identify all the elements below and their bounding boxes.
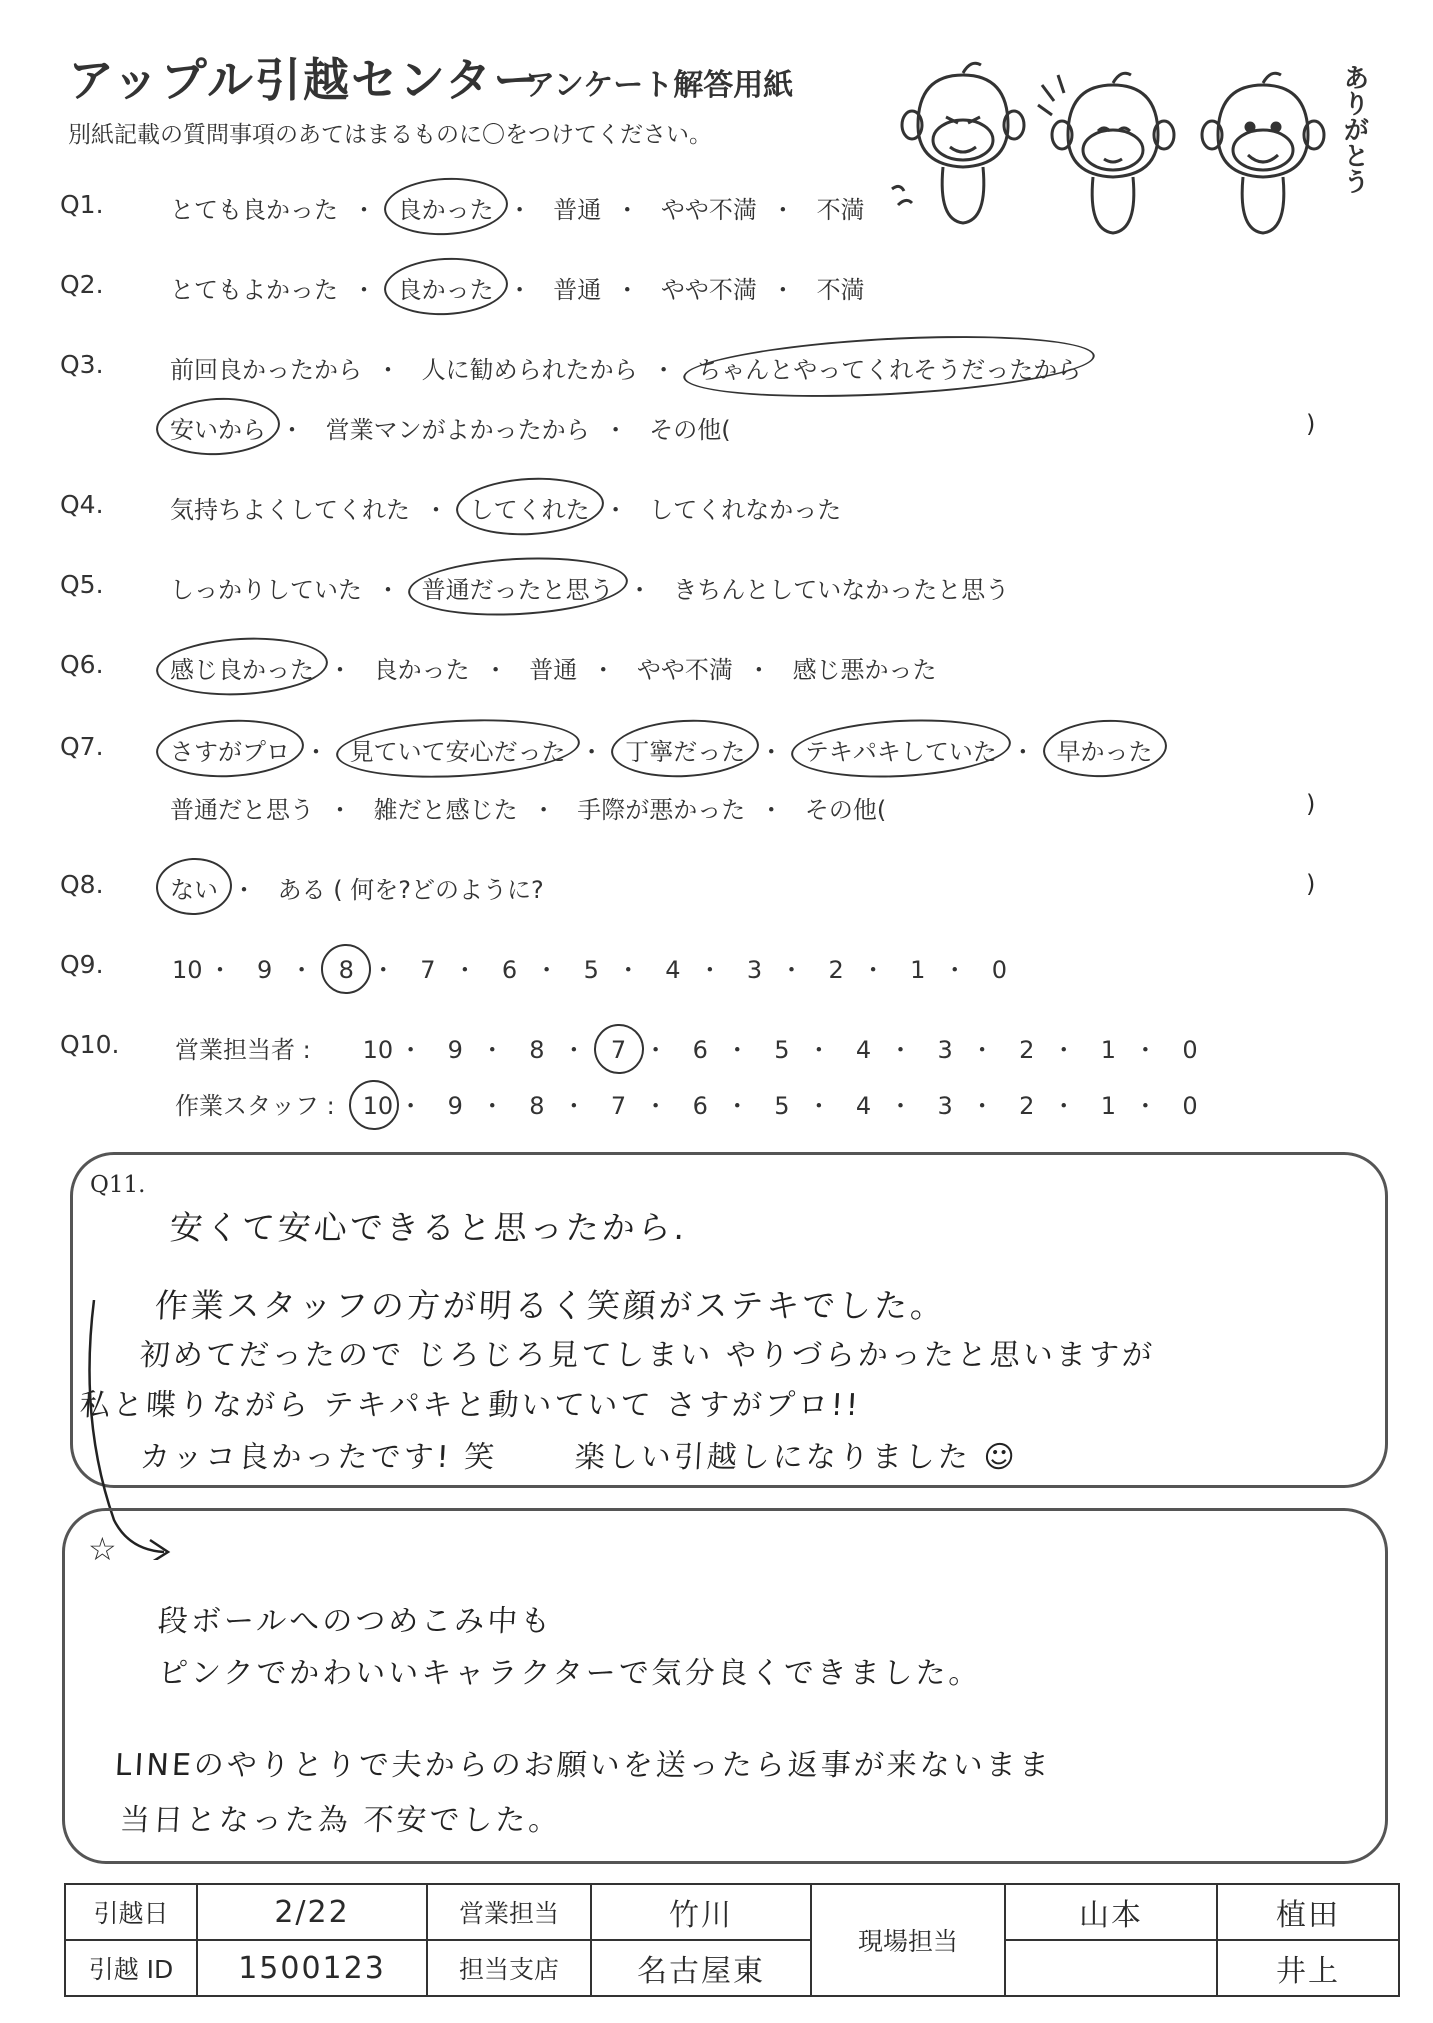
- q9-score[interactable]: 4: [665, 956, 681, 984]
- q7-option-selected[interactable]: さすがプロ: [170, 732, 290, 767]
- q3-options-row2: 安いから ・ 営業マンがよかったから ・ その他(: [170, 410, 731, 445]
- site-staff-value-empty[interactable]: [1005, 1940, 1217, 1996]
- q10-sales-label: 営業担当者 :: [175, 1036, 311, 1064]
- q1-option-selected[interactable]: 良かった: [398, 190, 494, 225]
- q10-sales-score[interactable]: 8: [529, 1036, 545, 1064]
- q10-sales-score[interactable]: 2: [1019, 1036, 1035, 1064]
- q4-label: Q4.: [60, 490, 104, 519]
- q2-option[interactable]: 不満: [816, 276, 865, 304]
- q1-option[interactable]: やや不満: [660, 196, 757, 224]
- sales-rep-label: 営業担当: [427, 1884, 591, 1940]
- q10-staff-score[interactable]: 7: [610, 1092, 627, 1120]
- q4-options: 気持ちよくしてくれた ・ してくれた ・ してくれなかった: [170, 490, 841, 525]
- q10-sales-score[interactable]: 3: [937, 1036, 953, 1064]
- monkey-mascots-illustration: [888, 55, 1358, 235]
- q3-option-other[interactable]: その他(: [649, 416, 731, 444]
- q10-sales-score[interactable]: 10: [362, 1036, 394, 1064]
- q3-label: Q3.: [60, 350, 104, 379]
- additional-comment-line: 当日となった為 不安でした。: [118, 1803, 563, 1838]
- q9-label: Q9.: [60, 950, 104, 979]
- q1-option[interactable]: とても良かった: [170, 196, 338, 224]
- q7-option[interactable]: 雑だと感じた: [373, 796, 518, 824]
- q2-option-selected[interactable]: 良かった: [398, 270, 494, 305]
- q10-staff-score[interactable]: 6: [692, 1092, 708, 1120]
- q10-sales-scale: 営業担当者 : 10 ・ 9 ・ 8 ・ 7 ・ 6 ・ 5 ・ 4 ・ 3 ・ 2 ・ 1 ・ 0: [175, 1030, 1201, 1065]
- q10-staff-score[interactable]: 8: [529, 1092, 545, 1120]
- q2-label: Q2.: [60, 270, 104, 299]
- q6-options: 感じ良かった ・ 良かった ・ 普通 ・ やや不満 ・ 感じ悪かった: [170, 650, 937, 685]
- q8-paren-close: ): [1306, 870, 1316, 898]
- monkey-right-icon: [1202, 73, 1324, 233]
- q2-option[interactable]: やや不満: [660, 276, 757, 304]
- additional-comment-line: LINEのやりとりで夫からのお願いを送ったら返事が来ないまま: [113, 1748, 1053, 1783]
- q3-option[interactable]: 営業マンがよかったから: [325, 416, 590, 444]
- q10-sales-score[interactable]: 1: [1100, 1036, 1117, 1064]
- q4-option[interactable]: 気持ちよくしてくれた: [170, 496, 410, 524]
- move-info-table: [64, 1883, 1400, 1997]
- q10-staff-score-selected[interactable]: 10: [362, 1092, 394, 1120]
- sales-rep-value[interactable]: 竹川: [591, 1884, 811, 1940]
- q9-score-selected[interactable]: 8: [335, 956, 357, 984]
- q10-sales-score[interactable]: 0: [1182, 1036, 1198, 1064]
- q10-staff-label: 作業スタッフ :: [175, 1092, 335, 1120]
- move-id-label: 引越 ID: [65, 1940, 197, 1996]
- q7-option-selected[interactable]: 丁寧だった: [625, 732, 745, 767]
- q7-options: さすがプロ ・ 見ていて安心だった ・ 丁寧だった ・ テキパキしていた ・ 早かった: [170, 732, 1153, 767]
- q9-score[interactable]: 7: [420, 956, 436, 984]
- branch-label: 担当支店: [427, 1940, 591, 1996]
- site-staff-value[interactable]: 植田: [1217, 1884, 1399, 1940]
- monkey-middle-icon: [1038, 73, 1174, 233]
- survey-subtitle: アンケート解答用紙: [525, 68, 794, 103]
- move-id-value[interactable]: 1500123: [197, 1940, 427, 1996]
- q5-option-selected[interactable]: 普通だったと思う: [422, 570, 614, 605]
- q2-options: とてもよかった ・ 良かった ・ 普通 ・ やや不満 ・ 不満: [170, 270, 865, 305]
- q6-option[interactable]: やや不満: [636, 656, 733, 684]
- q10-staff-score[interactable]: 9: [447, 1092, 463, 1120]
- q8-options: ない ・ ある ( 何を?どのように?: [170, 870, 544, 905]
- q6-option[interactable]: 普通: [529, 656, 578, 684]
- q1-label: Q1.: [60, 190, 104, 219]
- q8-option-selected[interactable]: ない: [170, 870, 218, 905]
- q3-option[interactable]: 前回良かったから: [170, 356, 362, 384]
- q10-sales-score[interactable]: 4: [855, 1036, 872, 1064]
- q10-sales-score[interactable]: 5: [774, 1036, 790, 1064]
- q7-option-selected[interactable]: 見ていて安心だった: [350, 732, 566, 767]
- q10-staff-score[interactable]: 2: [1019, 1092, 1035, 1120]
- q1-option[interactable]: 普通: [553, 196, 602, 224]
- additional-comment-line: 段ボールへのつめこみ中も: [156, 1604, 555, 1639]
- q1-option[interactable]: 不満: [816, 196, 865, 224]
- q3-option-selected[interactable]: 安いから: [170, 410, 266, 445]
- q11-comment-line: カッコ良かったです! 笑: [138, 1440, 498, 1475]
- q10-staff-score[interactable]: 4: [855, 1092, 872, 1120]
- q10-staff-score[interactable]: 0: [1182, 1092, 1198, 1120]
- q3-option[interactable]: 人に勧められたから: [421, 356, 638, 384]
- q8-label: Q8.: [60, 870, 104, 899]
- q4-option[interactable]: してくれなかった: [649, 496, 842, 524]
- q6-option[interactable]: 感じ悪かった: [792, 656, 937, 684]
- q7-options-row2: 普通だと思う ・ 雑だと感じた ・ 手際が悪かった ・ その他(: [170, 790, 886, 825]
- site-staff-value[interactable]: 井上: [1217, 1940, 1399, 1996]
- site-staff-value[interactable]: 山本: [1005, 1884, 1217, 1940]
- q10-staff-score[interactable]: 3: [937, 1092, 953, 1120]
- move-date-value[interactable]: 2/22: [197, 1884, 427, 1940]
- q5-label: Q5.: [60, 570, 104, 599]
- q7-option-selected[interactable]: 早かった: [1057, 732, 1153, 767]
- q5-option[interactable]: しっかりしていた: [170, 576, 362, 604]
- q7-option[interactable]: 普通だと思う: [170, 796, 314, 824]
- q10-sales-score[interactable]: 6: [692, 1036, 708, 1064]
- q7-paren-close: ): [1306, 790, 1316, 818]
- q2-option[interactable]: とてもよかった: [170, 276, 338, 304]
- q10-staff-score[interactable]: 1: [1100, 1092, 1117, 1120]
- q4-option-selected[interactable]: してくれた: [470, 490, 590, 525]
- q10-staff-scale: 作業スタッフ : 10 ・ 9 ・ 8 ・ 7 ・ 6 ・ 5 ・ 4 ・ 3 ・ 2 ・ 1 ・ 0: [175, 1086, 1201, 1121]
- q9-score[interactable]: 0: [991, 956, 1008, 984]
- q11-label: Q11.: [90, 1172, 146, 1198]
- mascot-thanks-text: ありがとう: [1339, 64, 1369, 194]
- instructions: 別紙記載の質問事項のあてはまるものに〇をつけてください。: [68, 122, 712, 148]
- q11-comment-line: 安くて安心できると思ったから.: [168, 1208, 689, 1247]
- q7-option-other[interactable]: その他(: [804, 796, 887, 824]
- q7-option[interactable]: 手際が悪かった: [577, 796, 746, 824]
- q6-option-selected[interactable]: 感じ良かった: [170, 650, 314, 685]
- q11-comment-line: 初めてだったので じろじろ見てしまい やりづらかったと思いますが: [138, 1338, 1156, 1373]
- q5-option[interactable]: きちんとしていなかったと思う: [673, 576, 1010, 604]
- q10-sales-score[interactable]: 9: [447, 1036, 463, 1064]
- star-icon: ☆: [88, 1530, 117, 1568]
- q5-options: しっかりしていた ・ 普通だったと思う ・ きちんとしていなかったと思う: [170, 570, 1009, 605]
- q9-score[interactable]: 2: [828, 956, 844, 984]
- q7-option-selected[interactable]: テキパキしていた: [805, 732, 997, 767]
- q1-options: とても良かった ・ 良かった ・ 普通 ・ やや不満 ・ 不満: [170, 190, 865, 225]
- q7-label: Q7.: [60, 732, 104, 761]
- q9-score[interactable]: 6: [501, 956, 518, 984]
- q9-score[interactable]: 5: [583, 956, 599, 984]
- q6-option[interactable]: 良かった: [373, 656, 470, 684]
- site-staff-label: 現場担当: [811, 1884, 1005, 1996]
- q9-score[interactable]: 1: [910, 956, 926, 984]
- q11-comment-line: 私と喋りながら テキパキと動いていて さすがプロ!!: [78, 1388, 862, 1423]
- additional-comment-line: ピンクでかわいいキャラクターで気分良くできました。: [156, 1656, 983, 1691]
- q3-options: 前回良かったから ・ 人に勧められたから ・ ちゃんとやってくれそうだったから: [170, 350, 1081, 385]
- move-date-label: 引越日: [65, 1884, 197, 1940]
- q9-score[interactable]: 10: [172, 956, 203, 984]
- q11-comment-line: 楽しい引越しになりました ☺: [573, 1440, 1019, 1475]
- q9-score[interactable]: 3: [746, 956, 763, 984]
- q3-paren-close: ): [1306, 410, 1316, 438]
- q10-sales-score-selected[interactable]: 7: [608, 1036, 630, 1064]
- q9-scale: 10 ・ 9 ・ 8 ・ 7 ・ 6 ・ 5 ・ 4 ・ 3 ・ 2 ・ 1 ・ 0: [172, 950, 1010, 985]
- q9-score[interactable]: 9: [257, 956, 273, 984]
- survey-title: アップル引越センター: [68, 53, 542, 107]
- q3-option-selected[interactable]: ちゃんとやってくれそうだったから: [697, 350, 1081, 385]
- q6-label: Q6.: [60, 650, 104, 679]
- branch-value[interactable]: 名古屋東: [591, 1940, 811, 1996]
- q2-option[interactable]: 普通: [553, 276, 602, 304]
- monkey-left-icon: [892, 63, 1024, 223]
- q10-label: Q10.: [60, 1030, 120, 1059]
- q8-option[interactable]: ある ( 何を?どのように?: [277, 876, 544, 904]
- q11-comment-line: 作業スタッフの方が明るく笑顔がステキでした。: [153, 1286, 948, 1325]
- q10-staff-score[interactable]: 5: [774, 1092, 790, 1120]
